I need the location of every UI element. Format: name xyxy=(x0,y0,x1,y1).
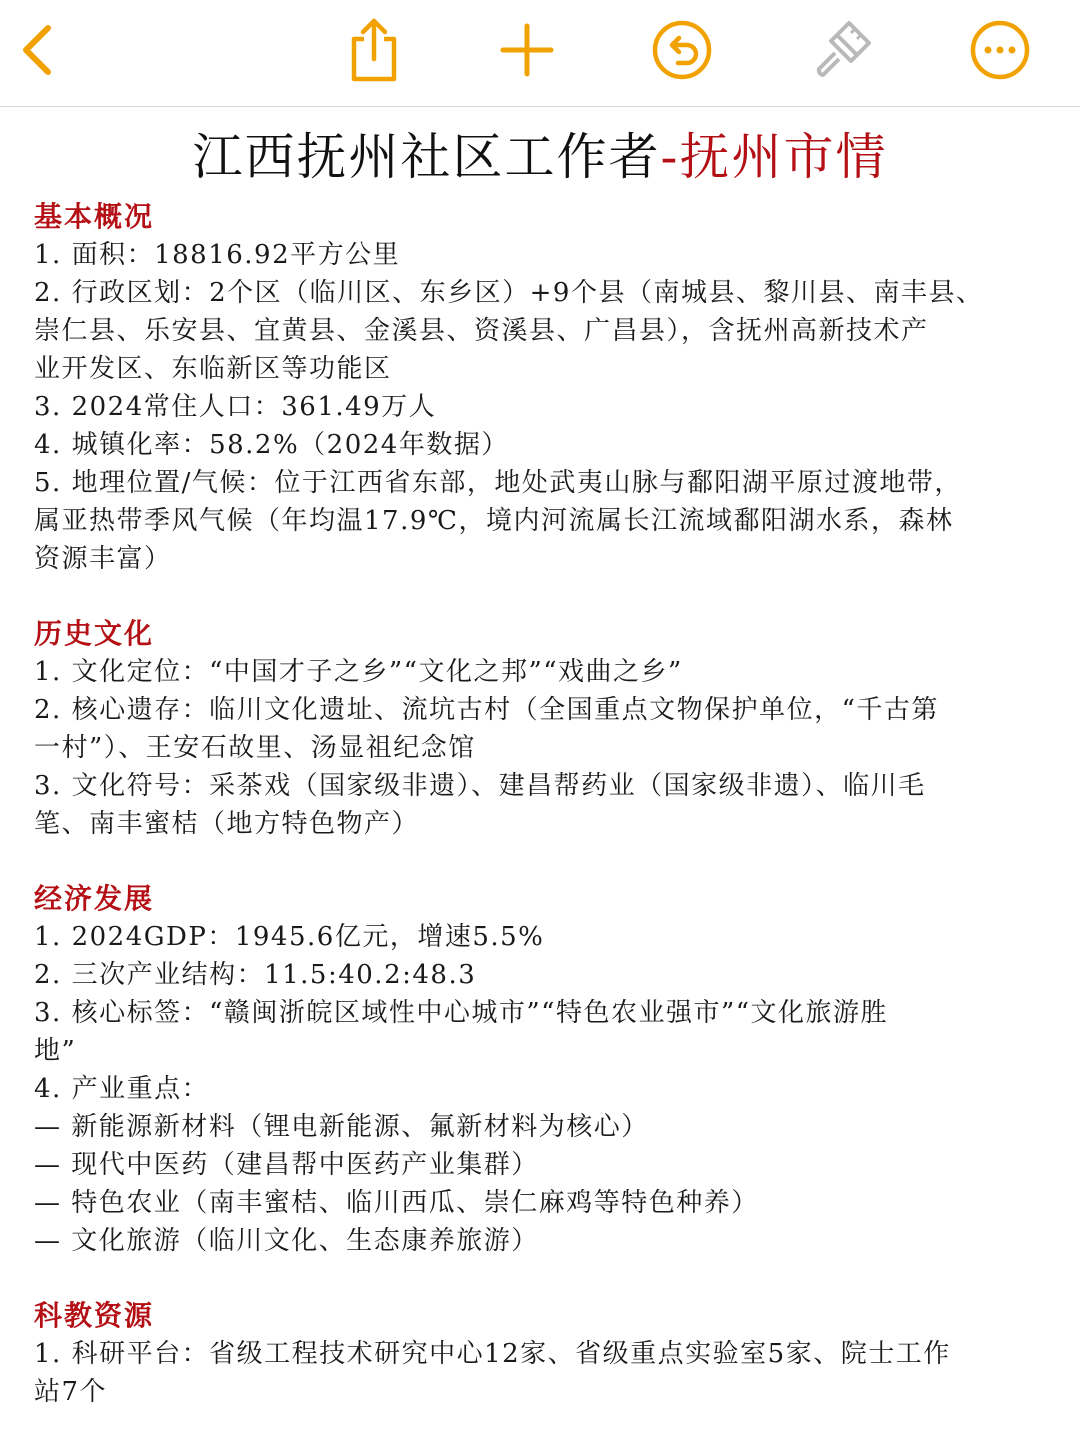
section-basic-overview xyxy=(34,198,1046,578)
text-line: 4. 城镇化率：58.2%（2024年数据） xyxy=(34,430,509,460)
section-title: 基本概况 xyxy=(34,200,155,233)
undo-icon[interactable] xyxy=(646,14,718,86)
text-line: 1. 文化定位：“中国才子之乡”“文化之邦”“戏曲之乡” xyxy=(34,657,683,687)
text-line: — 特色农业（南丰蜜桔、临川西瓜、崇仁麻鸡等特色种养） xyxy=(34,1188,759,1218)
more-icon[interactable] xyxy=(964,14,1036,86)
text-line: 1. 面积：18816.92平方公里 xyxy=(34,240,401,270)
text-line: — 现代中医药（建昌帮中医药产业集群） xyxy=(34,1150,539,1180)
document-body xyxy=(0,106,1080,1440)
text-line: 2. 三次产业结构：11.5:40.2:48.3 xyxy=(34,960,477,990)
back-chevron-icon[interactable] xyxy=(4,14,76,86)
text-line: 一村”）、王安石故里、汤显祖纪念馆 xyxy=(34,733,476,763)
text-line: 地” xyxy=(34,1036,77,1066)
text-line: 1. 科研平台：省级工程技术研究中心12家、省级重点实验室5家、院士工作 xyxy=(34,1339,951,1369)
page-title xyxy=(0,122,1080,192)
text-line: 站7个 xyxy=(34,1377,108,1407)
text-line: — 新能源新材料（锂电新能源、氟新材料为核心） xyxy=(34,1112,649,1142)
text-line: 笔、南丰蜜桔（地方特色物产） xyxy=(34,809,420,839)
section-title: 历史文化 xyxy=(34,617,155,650)
text-line: 3. 核心标签：“赣闽浙皖区域性中心城市”“特色农业强市”“文化旅游胜 xyxy=(34,998,889,1028)
share-icon[interactable] xyxy=(338,14,410,86)
text-line: 资源丰富） xyxy=(34,544,172,574)
top-toolbar xyxy=(0,0,1080,107)
brush-icon[interactable] xyxy=(806,14,878,86)
section-title: 科教资源 xyxy=(34,1299,155,1332)
content xyxy=(34,198,1046,1440)
section-economy xyxy=(34,880,1046,1260)
title-accent: -抚州市情 xyxy=(660,128,888,186)
section-title: 经济发展 xyxy=(34,882,155,915)
text-line: 2. 核心遗存：临川文化遗址、流坑古村（全国重点文物保护单位，“千古第 xyxy=(34,695,939,725)
text-line: 4. 产业重点： xyxy=(34,1074,210,1104)
section-science-education xyxy=(34,1297,1046,1411)
text-line: — 文化旅游（临川文化、生态康养旅游） xyxy=(34,1226,539,1256)
add-icon[interactable] xyxy=(491,14,563,86)
title-main: 江西抚州社区工作者 xyxy=(192,128,661,186)
section-history-culture xyxy=(34,615,1046,843)
text-line: 2. 行政区划：2个区（临川区、东乡区）+9个县（南城县、黎川县、南丰县、 xyxy=(34,278,984,308)
text-line: 1. 2024GDP：1945.6亿元，增速5.5% xyxy=(34,922,545,952)
text-line: 属亚热带季风气候（年均温17.9℃，境内河流属长江流域鄱阳湖水系，森林 xyxy=(34,506,954,536)
text-line: 3. 2024常住人口：361.49万人 xyxy=(34,392,437,422)
text-line: 5. 地理位置/气候：位于江西省东部，地处武夷山脉与鄱阳湖平原过渡地带， xyxy=(34,468,962,498)
text-line: 3. 文化符号：采茶戏（国家级非遗）、建昌帮药业（国家级非遗）、临川毛 xyxy=(34,771,926,801)
text-line: 崇仁县、乐安县、宜黄县、金溪县、资溪县、广昌县），含抚州高新技术产 xyxy=(34,316,929,346)
text-line: 业开发区、东临新区等功能区 xyxy=(34,354,392,384)
